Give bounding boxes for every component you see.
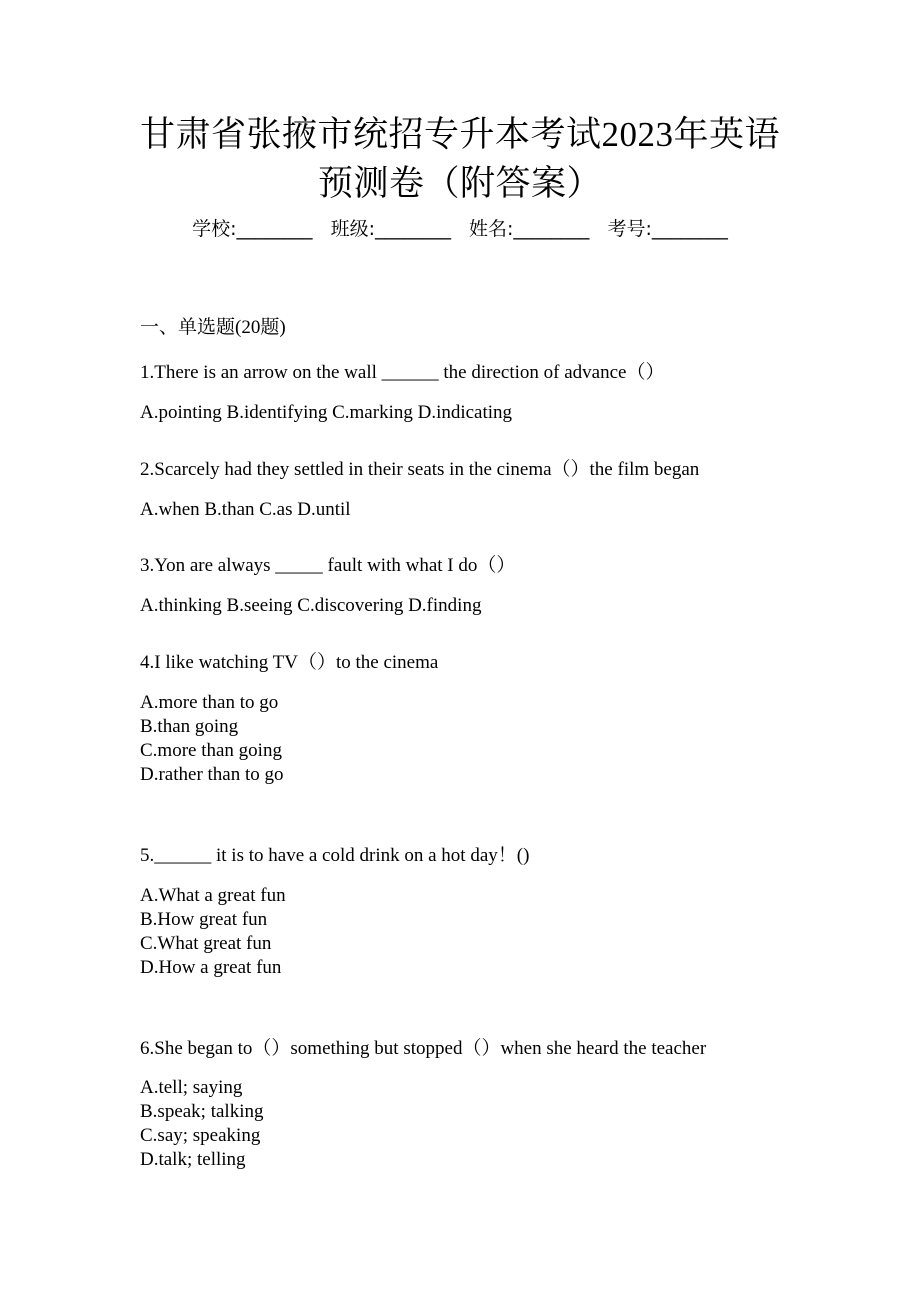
question-6-option-b: B.speak; talking <box>140 1101 264 1122</box>
student-info-row <box>0 215 920 243</box>
name-field: 姓名:________ <box>469 218 590 240</box>
question-4-stem: 4.I like watching TV（）to the cinema <box>140 652 439 673</box>
question-5-stem: 5.______ it is to have a cold drink on a hot day！() <box>140 845 530 866</box>
question-4-option-c: C.more than going <box>140 740 282 761</box>
question-5-option-a: A.What a great fun <box>140 885 286 906</box>
question-1-options: A.pointing B.identifying C.marking D.indicating <box>140 402 513 423</box>
question-6-option-d: D.talk; telling <box>140 1149 246 1170</box>
question-1-stem: 1.There is an arrow on the wall ______ the direction of advance（） <box>140 362 665 383</box>
question-5-option-d: D.How a great fun <box>140 957 282 978</box>
question-6-option-c: C.say; speaking <box>140 1125 261 1146</box>
question-3-stem: 3.Yon are always _____ fault with what I do（） <box>140 555 516 576</box>
question-6-stem: 6.She began to（）something but stopped（）when she heard the teacher <box>140 1038 707 1059</box>
exam-title-line-2: 预测卷（附答案） <box>317 164 602 203</box>
section-heading: 一、单选题(20题) <box>140 317 286 338</box>
question-4-option-b: B.than going <box>140 716 239 737</box>
question-6-option-a: A.tell; saying <box>140 1077 243 1098</box>
question-2-options: A.when B.than C.as D.until <box>140 499 351 520</box>
number-field: 考号:________ <box>607 218 728 240</box>
question-4-option-d: D.rather than to go <box>140 764 284 785</box>
question-5-option-b: B.How great fun <box>140 909 268 930</box>
question-3-options: A.thinking B.seeing C.discovering D.finding <box>140 595 482 616</box>
school-field: 学校:________ <box>192 218 313 240</box>
class-field: 班级:________ <box>330 218 451 240</box>
question-5-option-c: C.What great fun <box>140 933 272 954</box>
question-4-option-a: A.more than to go <box>140 692 279 713</box>
exam-title-line-1: 甘肃省张掖市统招专升本考试2023年英语 <box>139 115 780 154</box>
question-2-stem: 2.Scarcely had they settled in their seats in the cinema（）the film began <box>140 459 700 480</box>
